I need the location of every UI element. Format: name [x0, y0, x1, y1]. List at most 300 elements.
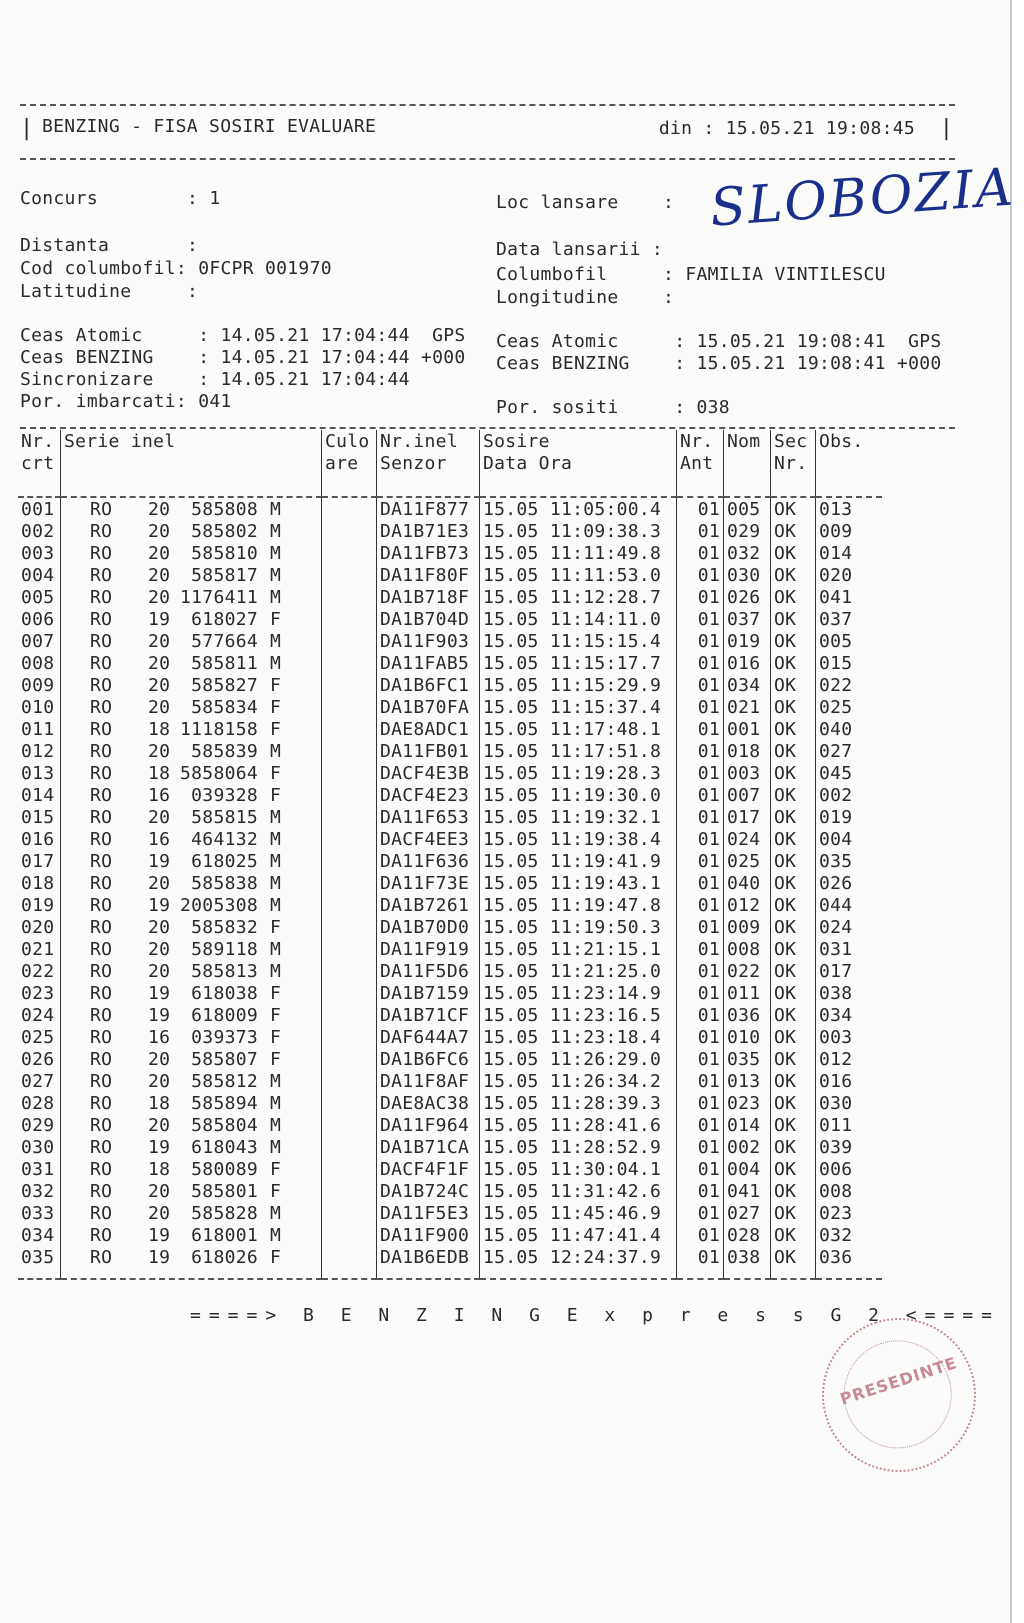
cell-sex: M	[270, 1092, 282, 1114]
cell-sex: F	[270, 1048, 282, 1070]
cell-sec: OK	[774, 960, 797, 982]
table-row	[18, 1092, 882, 1114]
header-serie-inel: Serie inel	[61, 430, 322, 452]
cell-sec-nr	[771, 916, 816, 938]
cell-serie-inel	[61, 1048, 322, 1070]
table-header-row-1	[18, 430, 882, 452]
data-lansarii-row: Data lansarii :	[496, 239, 664, 260]
cell-culoare	[322, 850, 377, 872]
cell-data-ora	[480, 652, 677, 674]
cell-nr	[18, 1004, 61, 1026]
cell-nom: 038	[727, 1246, 761, 1268]
cell-senzor	[377, 674, 480, 696]
cell-sec: OK	[774, 652, 797, 674]
cell-sec-nr	[771, 696, 816, 718]
cell-nr-crt: 025	[21, 1026, 55, 1048]
cell-nr	[18, 850, 61, 872]
cell-obs	[816, 564, 883, 586]
cell-obs: 031	[819, 938, 853, 960]
cell-ant: 01	[697, 1026, 720, 1048]
cell-sex: M	[270, 960, 282, 982]
porumbei-imbarcati: Por. imbarcati: 041	[20, 391, 232, 412]
table-row	[18, 938, 882, 960]
cell-nr	[18, 1092, 61, 1114]
cell-sec-nr	[771, 718, 816, 740]
cell-nom: 025	[727, 850, 761, 872]
cell-country: RO	[90, 1004, 113, 1026]
cell-sec-nr	[771, 1048, 816, 1070]
cell-sex: M	[270, 740, 282, 762]
cell-nr-ant	[677, 630, 724, 652]
cell-nr	[18, 652, 61, 674]
cell-culoare	[322, 564, 377, 586]
cell-nom: 023	[727, 1092, 761, 1114]
cell-nom	[724, 652, 771, 674]
cell-nom	[724, 1158, 771, 1180]
loc-lansare-handwritten: SLOBOZIA	[708, 157, 1017, 239]
cell-nr-ant	[677, 982, 724, 1004]
cell-sex: F	[270, 608, 282, 630]
cell-obs	[816, 608, 883, 630]
cell-year: 20	[148, 872, 171, 894]
cell-obs: 003	[819, 1026, 853, 1048]
header-ant: Ant	[677, 452, 724, 474]
cell-nr-inel-senzor: DACF4F1F	[380, 1158, 470, 1180]
cell-year: 20	[148, 696, 171, 718]
cell-nr-inel-senzor: DA1B7261	[380, 894, 470, 916]
cell-sosire: 15.05 11:23:16.5	[483, 1004, 662, 1026]
round-stamp	[802, 1298, 996, 1492]
cell-obs: 005	[819, 630, 853, 652]
header-crt: crt	[21, 452, 55, 474]
columbofil-value: FAMILIA VINTILESCU	[685, 264, 886, 285]
table-row	[18, 1202, 882, 1224]
cell-country: RO	[90, 520, 113, 542]
cell-ring-number: 1118158	[180, 718, 258, 740]
cell-year: 20	[148, 1070, 171, 1092]
cell-culoare	[322, 1180, 377, 1202]
footer-banner: ====> B E N Z I N G E x p r e s s G 2 <====	[190, 1305, 1000, 1326]
cell-country: RO	[90, 696, 113, 718]
cell-data-ora	[480, 850, 677, 872]
cell-nr-crt: 027	[21, 1070, 55, 1092]
cell-sex: M	[270, 1114, 282, 1136]
table-row	[18, 542, 882, 564]
cell-serie-inel	[61, 1158, 322, 1180]
table-row	[18, 520, 882, 542]
cell-nom: 032	[727, 542, 761, 564]
cell-nr-inel-senzor: DA11FAB5	[380, 652, 470, 674]
cell-nr	[18, 828, 61, 850]
cell-sec-nr	[771, 630, 816, 652]
cell-nom	[724, 497, 771, 520]
cell-nr-crt: 004	[21, 564, 55, 586]
cell-sec: OK	[774, 1158, 797, 1180]
cell-obs	[816, 1246, 883, 1268]
cell-country: RO	[90, 872, 113, 894]
cell-year: 18	[148, 718, 171, 740]
cell-nr	[18, 1026, 61, 1048]
cell-nr-ant	[677, 718, 724, 740]
cell-data-ora	[480, 806, 677, 828]
cell-nom	[724, 674, 771, 696]
cell-year: 20	[148, 1202, 171, 1224]
cell-obs: 026	[819, 872, 853, 894]
cell-nr	[18, 718, 61, 740]
table-row	[18, 652, 882, 674]
cell-nr-inel-senzor: DA1B704D	[380, 608, 470, 630]
cell-nom	[724, 1224, 771, 1246]
cell-sec-nr	[771, 674, 816, 696]
cell-country: RO	[90, 1070, 113, 1092]
cell-obs: 030	[819, 1092, 853, 1114]
cell-obs	[816, 762, 883, 784]
cell-senzor	[377, 872, 480, 894]
cell-sec-nr	[771, 828, 816, 850]
cell-sosire: 15.05 11:15:29.9	[483, 674, 662, 696]
cell-serie-inel	[61, 1004, 322, 1026]
cell-nr-ant	[677, 520, 724, 542]
cell-sec-nr	[771, 762, 816, 784]
cell-obs	[816, 960, 883, 982]
cell-nom: 035	[727, 1048, 761, 1070]
cell-nr-inel-senzor: DA11F8AF	[380, 1070, 470, 1092]
cell-nr-inel-senzor: DA11F5D6	[380, 960, 470, 982]
cell-sosire: 15.05 11:19:28.3	[483, 762, 662, 784]
table-row	[18, 608, 882, 630]
cell-obs: 041	[819, 586, 853, 608]
cell-obs: 035	[819, 850, 853, 872]
cell-year: 19	[148, 608, 171, 630]
cell-serie-inel	[61, 608, 322, 630]
cell-culoare	[322, 1158, 377, 1180]
cell-nr-crt: 019	[21, 894, 55, 916]
cell-nr-crt: 023	[21, 982, 55, 1004]
cell-sec: OK	[774, 916, 797, 938]
cell-sex: M	[270, 520, 282, 542]
header-serie-empty	[61, 452, 322, 474]
cell-culoare	[322, 938, 377, 960]
cell-nr-inel-senzor: DA11F900	[380, 1224, 470, 1246]
cell-obs	[816, 1202, 883, 1224]
cell-nr-crt: 021	[21, 938, 55, 960]
cell-nr-inel-senzor: DACF4EE3	[380, 828, 470, 850]
header-senzor: Senzor	[377, 452, 480, 474]
cell-obs	[816, 740, 883, 762]
cell-sex: M	[270, 828, 282, 850]
table-row	[18, 1246, 882, 1268]
cell-country: RO	[90, 630, 113, 652]
cell-year: 18	[148, 1158, 171, 1180]
cell-ant: 01	[697, 652, 720, 674]
cell-nr-crt: 010	[21, 696, 55, 718]
cell-year: 20	[148, 740, 171, 762]
cell-nom: 010	[727, 1026, 761, 1048]
cell-data-ora	[480, 564, 677, 586]
report-date	[659, 118, 915, 139]
cell-senzor	[377, 1026, 480, 1048]
cell-culoare	[322, 1004, 377, 1026]
separator-cell	[480, 1268, 677, 1279]
cell-senzor	[377, 586, 480, 608]
header-sec-nr: Sec	[771, 430, 816, 452]
cell-sosire: 15.05 11:17:48.1	[483, 718, 662, 740]
cell-senzor	[377, 740, 480, 762]
cell-nr-inel-senzor: DA11F80F	[380, 564, 470, 586]
cell-nr-crt: 020	[21, 916, 55, 938]
cell-year: 19	[148, 1136, 171, 1158]
cell-nr	[18, 586, 61, 608]
cell-serie-inel	[61, 520, 322, 542]
cell-nom	[724, 872, 771, 894]
cell-nr-inel-senzor: DA1B6FC1	[380, 674, 470, 696]
cell-ring-number: 585811	[191, 652, 258, 674]
cell-culoare	[322, 1092, 377, 1114]
cell-nr-crt: 018	[21, 872, 55, 894]
cell-sex: F	[270, 696, 282, 718]
table-row	[18, 762, 882, 784]
cell-sex: M	[270, 652, 282, 674]
cell-culoare	[322, 1224, 377, 1246]
cell-obs: 017	[819, 960, 853, 982]
cell-nr-ant	[677, 1004, 724, 1026]
cell-sex: F	[270, 718, 282, 740]
cell-obs	[816, 1224, 883, 1246]
cell-culoare	[322, 1246, 377, 1268]
cell-sec: OK	[774, 784, 797, 806]
cell-sex: M	[270, 1224, 282, 1246]
separator-cell	[18, 1268, 61, 1279]
cell-serie-inel	[61, 916, 322, 938]
cell-data-ora	[480, 674, 677, 696]
cell-sosire: 15.05 11:05:00.4	[483, 498, 662, 520]
cell-obs: 008	[819, 1180, 853, 1202]
cell-sec: OK	[774, 1048, 797, 1070]
cell-nr-crt: 022	[21, 960, 55, 982]
cell-nr	[18, 564, 61, 586]
cell-nom: 005	[727, 498, 761, 520]
cell-nr-inel-senzor: DA11F964	[380, 1114, 470, 1136]
table-row	[18, 1180, 882, 1202]
cell-sosire: 15.05 11:47:41.4	[483, 1224, 662, 1246]
cell-obs	[816, 1004, 883, 1026]
cell-obs: 012	[819, 1048, 853, 1070]
table-row	[18, 1070, 882, 1092]
cell-obs	[816, 497, 883, 520]
cell-nom: 002	[727, 1136, 761, 1158]
cell-sec: OK	[774, 630, 797, 652]
cell-ring-number: 585894	[191, 1092, 258, 1114]
cell-data-ora	[480, 1114, 677, 1136]
cell-country: RO	[90, 806, 113, 828]
cell-sex: M	[270, 498, 282, 520]
report-title: BENZING - FISA SOSIRI EVALUARE	[42, 116, 377, 137]
table-row	[18, 982, 882, 1004]
cell-ring-number: 618043	[191, 1136, 258, 1158]
separator-cell	[677, 1268, 724, 1279]
cell-nr-ant	[677, 1246, 724, 1268]
cell-serie-inel	[61, 982, 322, 1004]
cell-nr-crt: 026	[21, 1048, 55, 1070]
header-nom: Nom	[724, 430, 771, 452]
cell-sec-nr	[771, 542, 816, 564]
cell-nr-crt: 015	[21, 806, 55, 828]
cell-senzor	[377, 497, 480, 520]
cell-ant: 01	[697, 1246, 720, 1268]
cell-sec: OK	[774, 982, 797, 1004]
cell-nom: 027	[727, 1202, 761, 1224]
cell-serie-inel	[61, 718, 322, 740]
cell-serie-inel	[61, 1224, 322, 1246]
cell-nr	[18, 1224, 61, 1246]
cell-sosire: 15.05 11:23:18.4	[483, 1026, 662, 1048]
cell-sex: M	[270, 1202, 282, 1224]
cell-senzor	[377, 1224, 480, 1246]
cell-sec-nr	[771, 564, 816, 586]
cell-data-ora	[480, 784, 677, 806]
cell-sex: F	[270, 916, 282, 938]
cod-label: Cod columbofil:	[20, 258, 188, 279]
cell-nr-inel-senzor: DA11F5E3	[380, 1202, 470, 1224]
cell-sex: F	[270, 1026, 282, 1048]
cell-ant: 01	[697, 1114, 720, 1136]
cell-nom: 003	[727, 762, 761, 784]
table-row	[18, 916, 882, 938]
cell-sex: M	[270, 806, 282, 828]
cell-sosire: 15.05 11:19:43.1	[483, 872, 662, 894]
cell-nr-inel-senzor: DA1B71E3	[380, 520, 470, 542]
cell-culoare	[322, 762, 377, 784]
cell-sec: OK	[774, 696, 797, 718]
cell-year: 20	[148, 564, 171, 586]
cell-ant: 01	[697, 938, 720, 960]
cell-sec-nr	[771, 652, 816, 674]
cell-nom	[724, 1180, 771, 1202]
cell-nom: 017	[727, 806, 761, 828]
cell-ring-number: 580089	[191, 1158, 258, 1180]
cell-data-ora	[480, 1158, 677, 1180]
cell-sec-nr	[771, 1202, 816, 1224]
cell-nr-inel-senzor: DA11F919	[380, 938, 470, 960]
cell-serie-inel	[61, 696, 322, 718]
cell-year: 20	[148, 1048, 171, 1070]
cell-nom: 028	[727, 1224, 761, 1246]
cell-nom	[724, 1092, 771, 1114]
cell-obs	[816, 872, 883, 894]
cell-sosire: 15.05 11:15:15.4	[483, 630, 662, 652]
cell-obs: 004	[819, 828, 853, 850]
cell-nom: 029	[727, 520, 761, 542]
cell-nom	[724, 1202, 771, 1224]
cell-sec-nr	[771, 850, 816, 872]
cell-data-ora	[480, 938, 677, 960]
cell-sec: OK	[774, 806, 797, 828]
cod-value: 0FCPR 001970	[198, 258, 332, 279]
cell-sex: F	[270, 1180, 282, 1202]
left-ceas-benzing: Ceas BENZING : 14.05.21 17:04:44 +000	[20, 347, 466, 368]
cell-obs	[816, 1026, 883, 1048]
cell-nr	[18, 1246, 61, 1268]
cell-obs	[816, 938, 883, 960]
cell-nr	[18, 982, 61, 1004]
cell-data-ora	[480, 1026, 677, 1048]
cell-nr	[18, 894, 61, 916]
cell-senzor	[377, 762, 480, 784]
cell-country: RO	[90, 1092, 113, 1114]
cell-data-ora	[480, 1070, 677, 1092]
cell-senzor	[377, 1048, 480, 1070]
cell-nr-ant	[677, 696, 724, 718]
cell-nr-crt: 002	[21, 520, 55, 542]
cell-sec: OK	[774, 498, 797, 520]
cell-nom: 013	[727, 1070, 761, 1092]
table-row	[18, 564, 882, 586]
header-sosire: Sosire	[480, 430, 677, 452]
cell-nom	[724, 740, 771, 762]
cod-columbofil-row	[20, 258, 332, 279]
cell-culoare	[322, 718, 377, 740]
cell-sosire: 15.05 11:26:34.2	[483, 1070, 662, 1092]
cell-data-ora	[480, 828, 677, 850]
cell-ring-number: 1176411	[180, 586, 258, 608]
cell-ring-number: 585839	[191, 740, 258, 762]
cell-obs: 015	[819, 652, 853, 674]
cell-sosire: 15.05 12:24:37.9	[483, 1246, 662, 1268]
cell-nr-ant	[677, 784, 724, 806]
cell-obs: 045	[819, 762, 853, 784]
separator-cell	[61, 1268, 322, 1279]
cell-year: 20	[148, 938, 171, 960]
cell-nom: 022	[727, 960, 761, 982]
cell-data-ora	[480, 1224, 677, 1246]
cell-sec-nr	[771, 1246, 816, 1268]
cell-sosire: 15.05 11:21:15.1	[483, 938, 662, 960]
cell-country: RO	[90, 608, 113, 630]
cell-ring-number: 618026	[191, 1246, 258, 1268]
table-row	[18, 497, 882, 520]
table-row	[18, 1114, 882, 1136]
cell-country: RO	[90, 674, 113, 696]
cell-obs	[816, 806, 883, 828]
right-ceas-atomic: Ceas Atomic : 15.05.21 19:08:41 GPS	[496, 331, 942, 352]
porumbei-sositi: Por. sositi : 038	[496, 397, 730, 418]
cell-sosire: 15.05 11:19:41.9	[483, 850, 662, 872]
cell-sec-nr	[771, 1224, 816, 1246]
cell-nr-crt: 030	[21, 1136, 55, 1158]
cell-serie-inel	[61, 872, 322, 894]
columbofil-label: Columbofil :	[496, 264, 675, 285]
cell-sex: F	[270, 784, 282, 806]
cell-year: 16	[148, 828, 171, 850]
cell-nr	[18, 1136, 61, 1158]
cell-year: 19	[148, 850, 171, 872]
cell-serie-inel	[61, 806, 322, 828]
cell-ring-number: 618027	[191, 608, 258, 630]
cell-year: 20	[148, 542, 171, 564]
cell-country: RO	[90, 586, 113, 608]
cell-year: 20	[148, 520, 171, 542]
cell-nr-crt: 032	[21, 1180, 55, 1202]
cell-culoare	[322, 960, 377, 982]
cell-senzor	[377, 1092, 480, 1114]
cell-country: RO	[90, 828, 113, 850]
cell-nr-inel-senzor: DA11F73E	[380, 872, 470, 894]
cell-data-ora	[480, 1136, 677, 1158]
cell-culoare	[322, 652, 377, 674]
cell-serie-inel	[61, 1136, 322, 1158]
table-row	[18, 696, 882, 718]
cell-obs: 011	[819, 1114, 853, 1136]
